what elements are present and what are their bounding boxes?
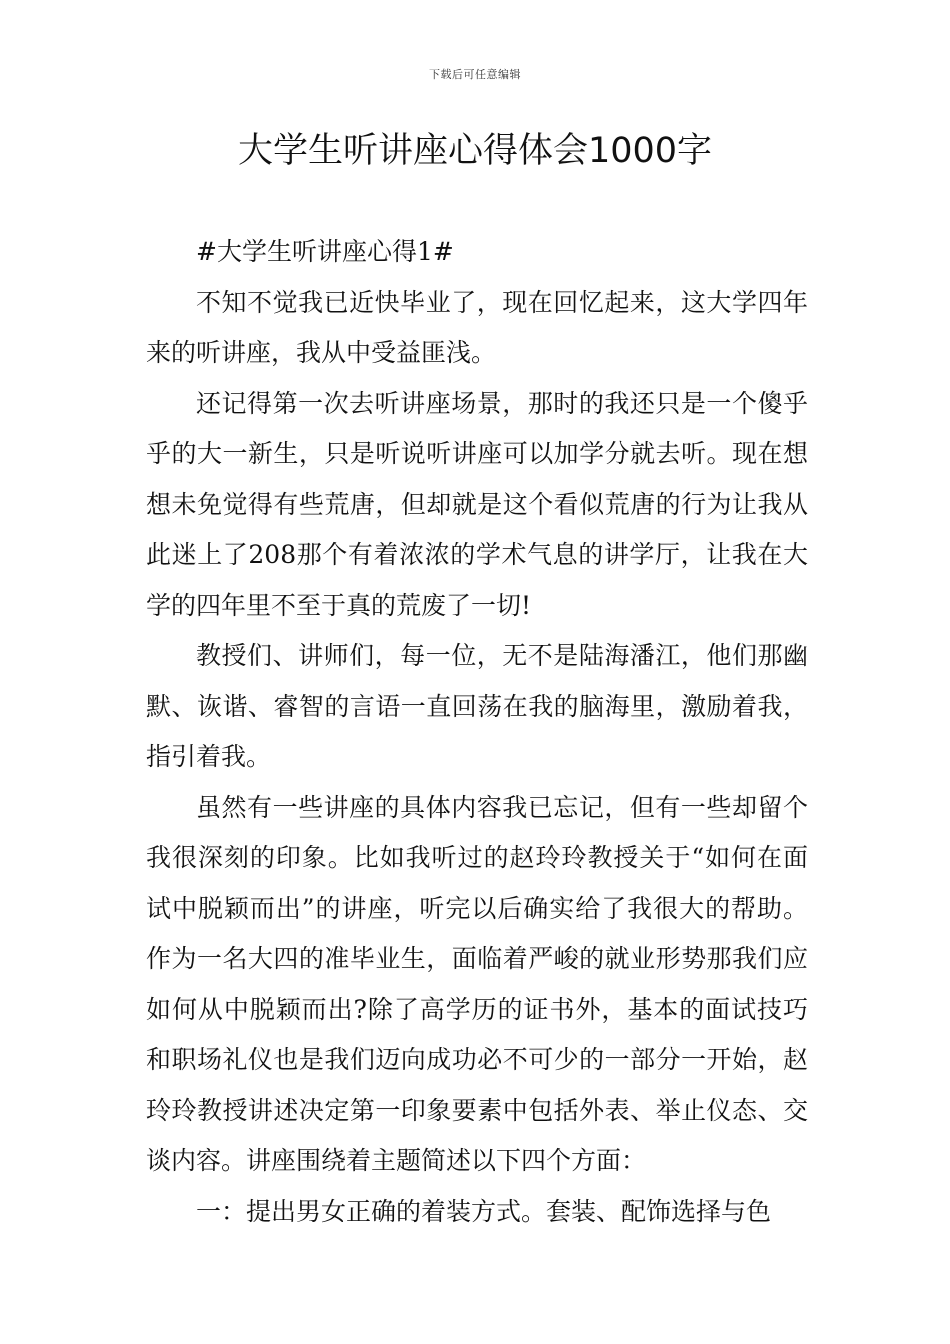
body-paragraph: 还记得第一次去听讲座场景，那时的我还只是一个傻乎乎的大一新生，只是听说听讲座可以加学分就去听。现在想想未免觉得有些荒唐，但却就是这个看似荒唐的行为让我从此迷上了208那个有着浓浓的学术气息的讲学厅，让我在大学的四年里不至于真的荒废了一切!: [146, 388, 808, 620]
section-heading: #大学生听讲座心得1#: [196, 237, 454, 266]
document-body: [146, 227, 808, 1237]
body-paragraph: 教授们、讲师们，每一位，无不是陆海潘江，他们那幽默、诙谐、睿智的言语一直回荡在我的脑海里，激励着我，指引着我。: [146, 641, 808, 771]
body-paragraph: 一：提出男女正确的着装方式。套装、配饰选择与色: [196, 1196, 772, 1226]
document-title: 大学生听讲座心得体会1000字: [237, 131, 713, 171]
body-paragraph: 虽然有一些讲座的具体内容我已忘记，但有一些却留个我很深刻的印象。比如我听过的赵玲玲教授关于“如何在面试中脱颖而出”的讲座，听完以后确实给了我很大的帮助。作为一名大四的准毕业生，面临着严峻的就业形势那我们应如何从中脱颖而出?除了高学历的证书外，基本的面试技巧和职场礼仪也是我们迈向成功必不可少的一部分一开始，赵玲玲教授讲述决定第一印象要素中包括外表、举止仪态、交谈内容。讲座围绕着主题简述以下四个方面：: [146, 792, 808, 1175]
body-paragraph: 不知不觉我已近快毕业了，现在回忆起来，这大学四年来的听讲座，我从中受益匪浅。: [146, 287, 808, 367]
page-header-note: 下载后可任意编辑: [429, 68, 521, 81]
